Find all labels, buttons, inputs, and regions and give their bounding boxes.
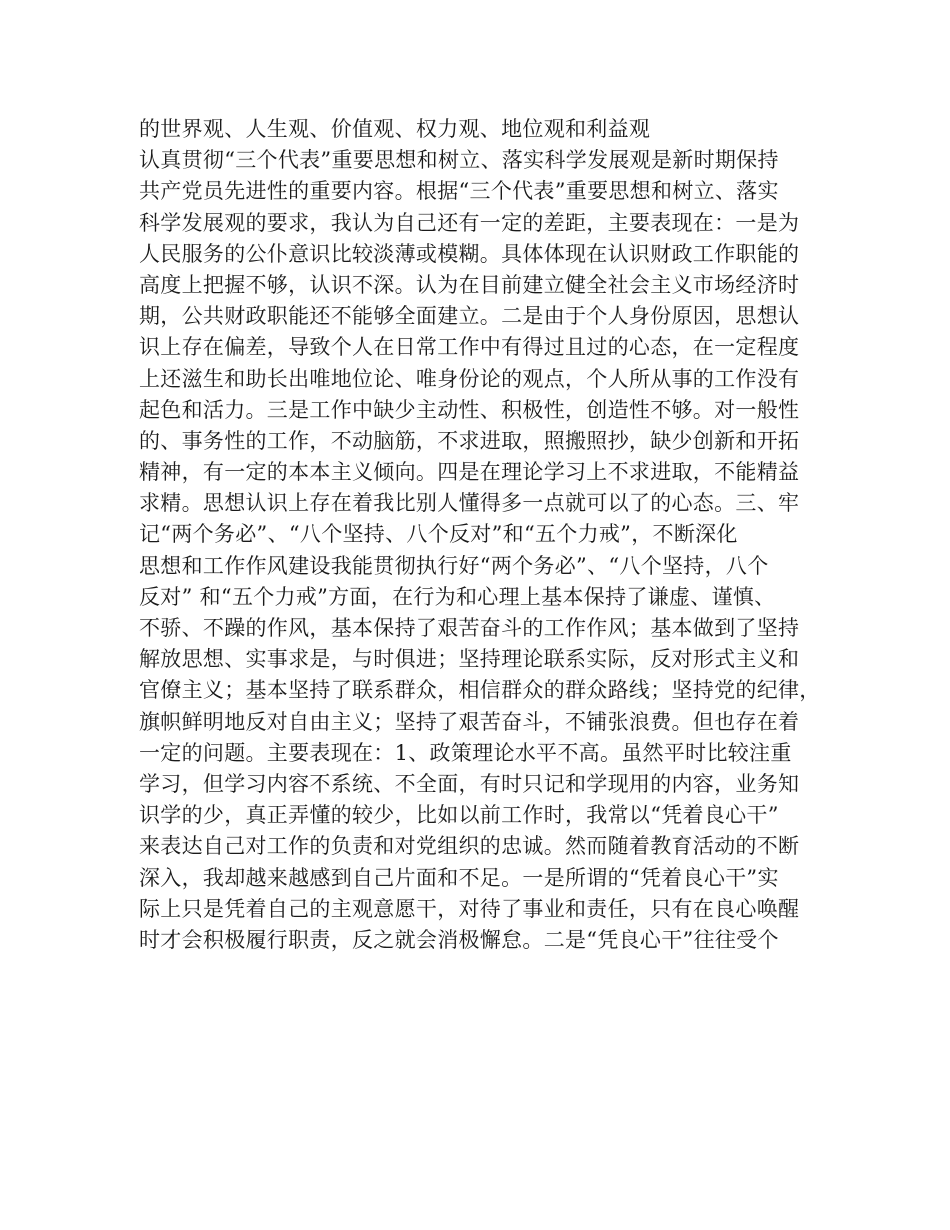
- text-line: 高度上把握不够，认识不深。认为在目前建立健全社会主义市场经济时: [139, 272, 800, 297]
- text-line: 上还滋生和助长出唯地位论、唯身份论的观点，个人所从事的工作没有: [139, 366, 800, 391]
- text-line: 共产党员先进性的重要内容。根据“三个代表”重要思想和树立、落实: [139, 179, 779, 204]
- text-line: 期，公共财政职能还不能够全面建立。二是由于个人身份原因，思想认: [139, 304, 800, 329]
- text-line: 科学发展观的要求，我认为自己还有一定的差距，主要表现在：一是为: [139, 210, 800, 235]
- text-line: 深入，我却越来越感到自己片面和不足。一是所谓的“凭着良心干”实: [139, 865, 779, 890]
- text-line: 起色和活力。三是工作中缺少主动性、积极性，创造性不够。对一般性: [139, 397, 800, 422]
- text-line: 识学的少，真正弄懂的较少，比如以前工作时，我常以“凭着良心干”: [139, 803, 779, 828]
- text-line: 际上只是凭着自己的主观意愿干，对待了事业和责任，只有在良心唤醒: [139, 896, 800, 921]
- text-line: 精神，有一定的本本主义倾向。四是在理论学习上不求进取，不能精益: [139, 460, 800, 485]
- text-line: 时才会积极履行职责，反之就会消极懈怠。二是“凭良心干”往往受个: [139, 927, 779, 952]
- document-body: [139, 114, 839, 956]
- text-line: 认真贯彻“三个代表”重要思想和树立、落实科学发展观是新时期保持: [139, 148, 779, 173]
- text-line: 识上存在偏差，导致个人在日常工作中有得过且过的心态，在一定程度: [139, 335, 800, 360]
- text-line: 不骄、不躁的作风，基本保持了艰苦奋斗的工作作风；基本做到了坚持: [139, 616, 800, 640]
- text-line: 来表达自己对工作的负责和对党组织的忠诚。然而随着教育活动的不断: [139, 834, 800, 859]
- text-line: 解放思想、实事求是，与时俱进；坚持理论联系实际，反对形式主义和: [139, 647, 800, 672]
- text-line: 学习，但学习内容不系统、不全面，有时只记和学现用的内容，业务知: [139, 771, 800, 796]
- text-line: 的、事务性的工作，不动脑筋，不求进取，照搬照抄，缺少创新和开拓: [139, 428, 800, 453]
- text-line: 的世界观、人生观、价值观、权力观、地位观和利益观: [139, 117, 651, 141]
- text-line: 旗帜鲜明地反对自由主义；坚持了艰苦奋斗，不铺张浪费。但也存在着: [139, 709, 800, 734]
- text-line: 求精。思想认识上存在着我比别人懂得多一点就可以了的心态。三、牢: [139, 491, 800, 516]
- text-line: 思想和工作作风建设我能贯彻执行好“两个务必”、“八个坚持，八个: [139, 553, 769, 578]
- text-line: 反对” 和“五个力戒”方面，在行为和心理上基本保持了谦虚、谨慎、: [139, 584, 776, 609]
- text-line: 官僚主义；基本坚持了联系群众，相信群众的群众路线；坚持党的纪律，: [139, 678, 821, 703]
- text-line: 人民服务的公仆意识比较淡薄或模糊。具体体现在认识财政工作职能的: [139, 241, 800, 266]
- text-line: 一定的问题。主要表现在：1、政策理论水平不高。虽然平时比较注重: [139, 740, 792, 765]
- text-line: 记“两个务必”、“八个坚持、八个反对”和“五个力戒”，不断深化: [139, 522, 738, 547]
